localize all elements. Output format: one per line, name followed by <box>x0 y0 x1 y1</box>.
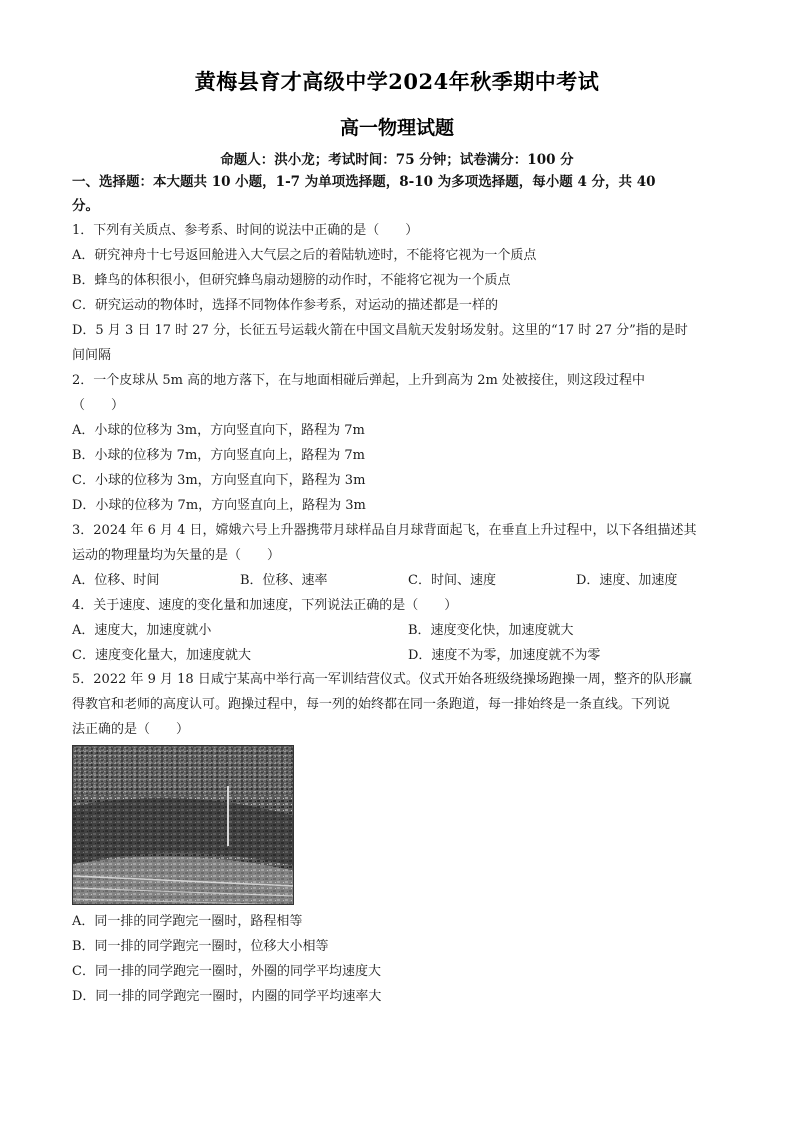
q3-stem: 3．2024 年 6 月 4 日，嫦娥六号上升器携带月球样品自月球背面起飞，在垂直上升过程中，以下各组描述其 <box>72 523 697 538</box>
q5-option-a: A．同一排的同学跑完一圈时，路程相等 <box>72 914 303 929</box>
q3-option-d: D．速度、加速度 <box>576 573 678 588</box>
q5-option-c: C．同一排的同学跑完一圈时，外圈的同学平均速度大 <box>72 964 381 979</box>
q4-stem: 4．关于速度、速度的变化量和加速度，下列说法正确的是（ ） <box>72 598 458 613</box>
q5-stem-cont2: 法正确的是（ ） <box>72 722 190 737</box>
q2-stem: 2．一个皮球从 5m 高的地方落下，在与地面相碰后弹起，上升到高为 2m 处被接住，则这段过程中 <box>72 373 645 388</box>
q2-option-b: B．小球的位移为 7m，方向竖直向上，路程为 7m <box>72 448 366 463</box>
q5-stem: 5．2022 年 9 月 18 日咸宁某高中举行高一军训结营仪式。仪式开始各班级绕操场跑操一周，整齐的队形赢 <box>72 672 692 687</box>
q4-option-d: D．速度不为零，加速度就不为零 <box>408 648 601 663</box>
q1-option-c: C．研究运动的物体时，选择不同物体作参考系，对运动的描述都是一样的 <box>72 298 498 313</box>
q2-stem-cont: （ ） <box>72 398 125 413</box>
q3-option-a: A．位移、时间 <box>72 573 160 588</box>
q1-stem: 1．下列有关质点、参考系、时间的说法中正确的是（ ） <box>72 223 419 238</box>
exam-meta: 命题人：洪小龙；考试时间：75 分钟；试卷满分：100 分 <box>220 152 574 168</box>
exam-subtitle: 高一物理试题 <box>339 117 454 139</box>
q3-stem-cont: 运动的物理量均为矢量的是（ ） <box>72 548 281 563</box>
q5-stem-cont1: 得教官和老师的高度认可。跑操过程中，每一列的始终都在同一条跑道，每一排始终是一条直线。下列说 <box>72 697 671 712</box>
q4-option-b: B．速度变化快，加速度就大 <box>408 623 574 638</box>
q5-option-b: B．同一排的同学跑完一圈时，位移大小相等 <box>72 939 329 954</box>
q5-option-d: D．同一排的同学跑完一圈时，内圈的同学平均速率大 <box>72 989 382 1004</box>
track-photo-illustration <box>73 746 294 905</box>
q1-option-b: B．蜂鸟的体积很小，但研究蜂鸟扇动翅膀的动作时，不能将它视为一个质点 <box>72 273 511 288</box>
q2-option-c: C．小球的位移为 3m，方向竖直向下，路程为 3m <box>72 473 366 488</box>
exam-title: 黄梅县育才高级中学2024年秋季期中考试 <box>194 69 600 94</box>
q3-option-c: C．时间、速度 <box>408 573 496 588</box>
q1-option-d-cont: 间间隔 <box>72 348 112 363</box>
q1-option-d: D．5 月 3 日 17 时 27 分，长征五号运载火箭在中国文昌航天发射场发射。这里的“17 时 27 分”指的是时 <box>72 323 688 338</box>
q2-option-d: D．小球的位移为 7m，方向竖直向上，路程为 3m <box>72 498 366 513</box>
q4-option-c: C．速度变化量大，加速度就大 <box>72 648 251 663</box>
running-track-photo <box>72 745 294 905</box>
q2-option-a: A．小球的位移为 3m，方向竖直向下，路程为 7m <box>72 423 365 438</box>
section-heading-line1: 一、选择题：本大题共 10 小题，1-7 为单项选择题，8-10 为多项选择题，每小题 4 分，共 40 <box>72 174 656 190</box>
section-heading-line2: 分。 <box>72 198 99 214</box>
q3-option-b: B．位移、速率 <box>240 573 328 588</box>
q1-option-a: A．研究神舟十七号返回舱进入大气层之后的着陆轨迹时，不能将它视为一个质点 <box>72 248 537 263</box>
q4-option-a: A．速度大，加速度就小 <box>72 623 212 638</box>
